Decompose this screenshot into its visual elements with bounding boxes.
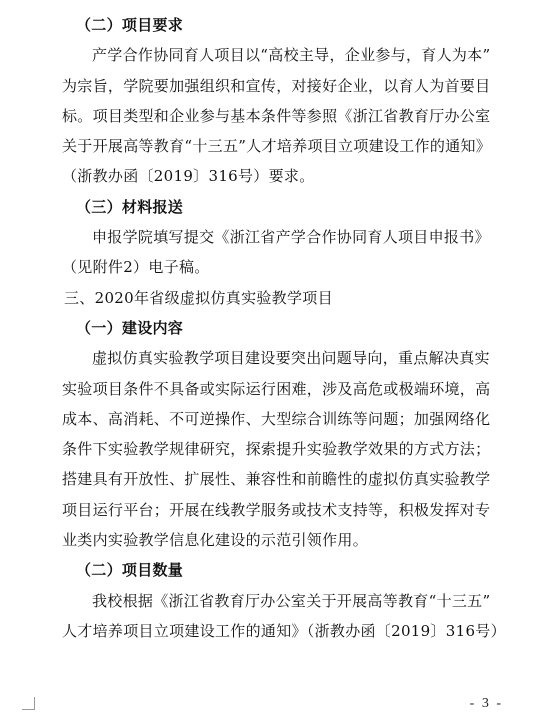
paragraph-line: 为宗旨，学院要加强组织和宣传，对接好企业，以育人为首要目 bbox=[62, 76, 491, 95]
document-body bbox=[62, 10, 507, 646]
paragraph-line: 人才培养项目立项建设工作的通知》（浙教办函〔2019〕316号） bbox=[62, 621, 506, 640]
paragraph-line: 产学合作协同育人项目以“高校主导，企业参与，育人为本” bbox=[92, 46, 491, 65]
paragraph-line: 标。项目类型和企业参与基本条件等参照《浙江省教育厅办公室 bbox=[62, 106, 491, 125]
paragraph-line: 条件下实验教学规律研究，探索提升实验教学效果的方式方法； bbox=[62, 440, 491, 459]
paragraph-line: 我校根据《浙江省教育厅办公室关于开展高等教育“十三五” bbox=[92, 591, 491, 610]
paragraph-line: 项目运行平台；开展在线教学服务或技术支持等，积极发挥对专 bbox=[62, 500, 491, 519]
paragraph-line: 申报学院填写提交《浙江省产学合作协同育人项目申报书》 bbox=[92, 228, 490, 247]
paragraph-line: 虚拟仿真实验教学项目建设要突出问题导向，重点解决真实 bbox=[92, 349, 490, 368]
section-heading-material-submission: （三）材料报送 bbox=[76, 197, 184, 216]
paragraph-line: 关于开展高等教育“十三五”人才培养项目立项建设工作的通知》 bbox=[62, 137, 492, 156]
paragraph-line: （见附件2）电子稿。 bbox=[62, 258, 210, 277]
paragraph-line: 搭建具有开放性、扩展性、兼容性和前瞻性的虚拟仿真实验教学 bbox=[62, 470, 491, 489]
section-heading-project-quantity: （二）项目数量 bbox=[76, 561, 184, 580]
paragraph-line: 成本、高消耗、不可逆操作、大型综合训练等问题；加强网络化 bbox=[62, 409, 491, 428]
section-heading-construction-content: （一）建设内容 bbox=[76, 318, 184, 337]
paragraph-line: （浙教办函〔2019〕316号）要求。 bbox=[62, 167, 315, 186]
page-number: - 3 - bbox=[469, 696, 503, 711]
paragraph-line: 实验项目条件不具备或实际运行困难，涉及高危或极端环境，高 bbox=[62, 379, 491, 398]
paragraph-line: 业类内实验教学信息化建设的示范引领作用。 bbox=[62, 531, 369, 550]
chapter-heading-virtual-simulation: 三、2020年省级虚拟仿真实验教学项目 bbox=[64, 288, 333, 307]
section-heading-project-requirements: （二）项目要求 bbox=[76, 16, 184, 34]
crop-mark-left bbox=[22, 697, 35, 710]
